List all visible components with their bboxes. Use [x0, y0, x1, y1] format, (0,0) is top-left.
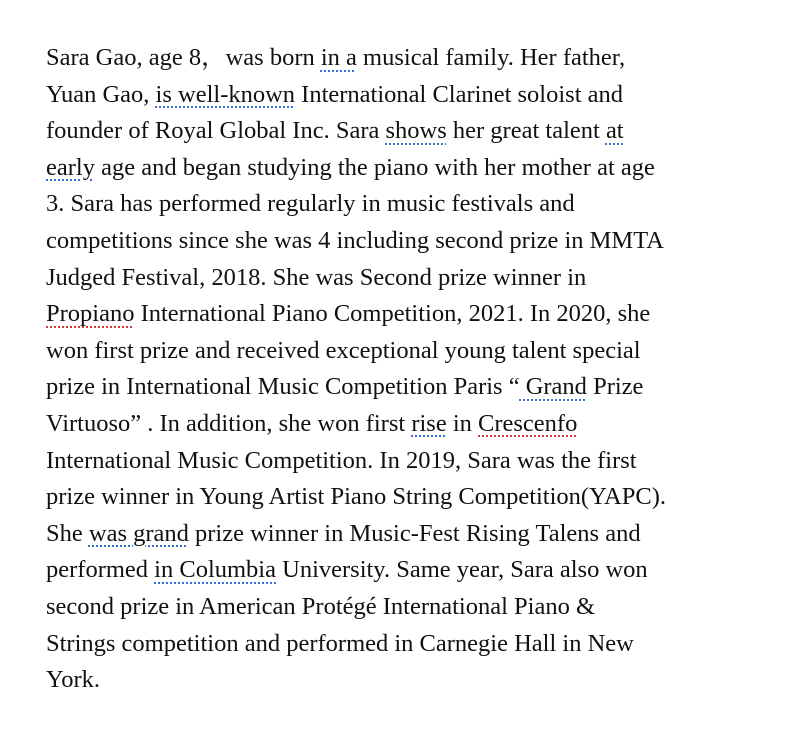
text-line [46, 626, 766, 663]
grammar-flag: rise [411, 409, 447, 437]
text-line [46, 662, 766, 699]
grammar-flag: at [605, 117, 624, 145]
text-run: won first prize and received exceptional young talent special [46, 336, 641, 364]
text-line [46, 113, 766, 150]
text-run: prize winner in Music-Fest Rising Talens and [188, 519, 641, 547]
text-run: International Music Competition. In 2019, Sara was the first [46, 446, 637, 474]
text-run: age and began studying the piano with her mother at age [94, 153, 655, 181]
text-line [46, 516, 766, 553]
text-run: 3. Sara has performed regularly in music festivals and [46, 190, 575, 218]
text-line [46, 40, 766, 77]
text-run: Sara Gao, age 8，was born [46, 44, 321, 71]
text-line [46, 296, 766, 333]
text-line [46, 406, 766, 443]
text-line [46, 369, 766, 406]
text-run: in [446, 409, 478, 437]
text-line [46, 77, 766, 114]
text-run: musical family. Her father, [356, 44, 626, 71]
spelling-flag: Crescenfo [478, 409, 578, 437]
text-run: Prize [586, 373, 644, 401]
text-run: competitions since she was 4 including second prize in MMTA [46, 226, 664, 254]
grammar-flag: early [46, 153, 95, 181]
grammar-flag: shows [385, 117, 447, 145]
text-line [46, 443, 766, 480]
grammar-flag: in a [320, 44, 357, 71]
grammar-flag: is well-known [155, 80, 296, 108]
text-run: University. Same year, Sara also won [276, 556, 648, 584]
grammar-flag: was grand [88, 519, 189, 547]
text-line [46, 479, 766, 516]
text-line [46, 552, 766, 589]
text-run: second prize in American Protégé International Piano & [46, 592, 596, 620]
text-run: founder of Royal Global Inc. Sara [46, 117, 386, 145]
text-line [46, 260, 766, 297]
text-run: Strings competition and performed in Carnegie Hall in New [46, 629, 634, 657]
text-run: prize winner in Young Artist Piano String Competition(YAPC). [46, 483, 667, 511]
text-line [46, 223, 766, 260]
text-run: Judged Festival, 2018. She was Second prize winner in [46, 263, 587, 291]
text-run: She [46, 519, 89, 547]
grammar-flag: Grand [519, 373, 587, 401]
text-run: performed [46, 556, 155, 584]
text-run: York. [46, 666, 101, 694]
document-body [46, 40, 766, 699]
text-line [46, 333, 766, 370]
text-run: International Clarinet soloist and [295, 80, 623, 108]
text-run: Virtuoso” . In addition, she won first [46, 409, 412, 437]
text-line [46, 150, 766, 187]
text-run: her great talent [446, 117, 606, 145]
text-run: International Piano Competition, 2021. In 2020, she [134, 300, 651, 328]
grammar-flag: in Columbia [154, 556, 276, 584]
text-run: prize in International Music Competition Paris “ [46, 373, 520, 401]
text-line [46, 186, 766, 223]
text-line [46, 589, 766, 626]
spelling-flag: Propiano [46, 300, 135, 328]
text-run: Yuan Gao, [46, 80, 156, 108]
